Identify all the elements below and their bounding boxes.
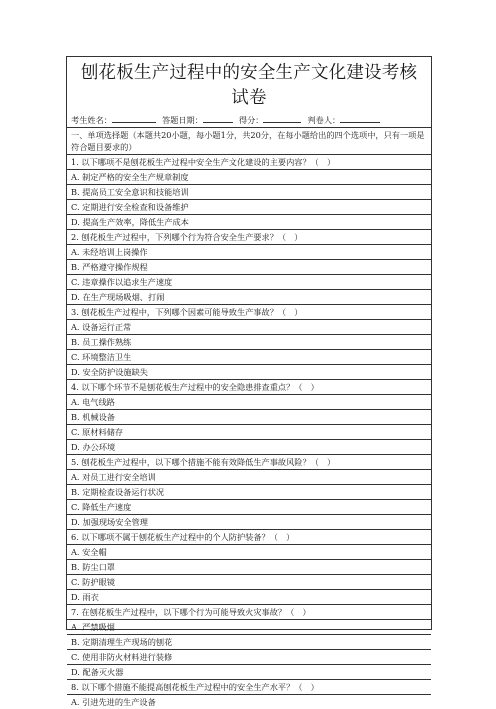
question-4: 4. 以下哪个环节不是刨花板生产过程中的安全隐患排查重点？（ ） xyxy=(67,379,431,394)
option-5b: B. 定期检查设备运行状况 xyxy=(67,484,431,499)
grader-label: 判卷人： xyxy=(307,115,341,125)
option-2a: A. 未经培训上岗操作 xyxy=(67,244,431,259)
option-2d: D. 在生产现场吸烟、打闹 xyxy=(67,289,431,304)
option-2c: C. 违章操作以追求生产速度 xyxy=(67,274,431,289)
option-5d: D. 加强现场安全管理 xyxy=(67,514,431,529)
option-4d: D. 办公环境 xyxy=(67,439,431,454)
question-5: 5. 刨花板生产过程中，以下哪个措施不能有效降低生产事故风险？（ ） xyxy=(67,454,431,469)
score-label: 得分： xyxy=(238,115,264,125)
option-4b: B. 机械设备 xyxy=(67,409,431,424)
question-1: 1. 以下哪项不是刨花板生产过程中安全生产文化建设的主要内容？（ ） xyxy=(67,154,431,169)
option-1c: C. 定期进行安全检查和设备维护 xyxy=(67,199,431,214)
option-3a: A. 设备运行正常 xyxy=(67,319,431,334)
option-1b: B. 提高员工安全意识和技能培训 xyxy=(67,184,431,199)
option-6d: D. 雨衣 xyxy=(67,589,431,604)
option-3c: C. 环境整洁卫生 xyxy=(67,349,431,364)
question-2: 2. 刨花板生产过程中，下列哪个行为符合安全生产要求？（ ） xyxy=(67,229,431,244)
date-label: 答题日期： xyxy=(161,115,203,125)
score-blank xyxy=(263,113,301,123)
exam-title: 刨花板生产过程中的安全生产文化建设考核试卷 xyxy=(80,63,418,108)
section-instructions: 一、单项选择题（本题共20小题，每小题1分，共20分，在每小题给出的四个选项中，只有一项是符合题目要求的） xyxy=(67,127,431,154)
option-7a: A. 严禁吸烟 xyxy=(67,619,431,634)
option-1a: A. 制定严格的安全生产规章制度 xyxy=(67,169,431,184)
option-6c: C. 防护眼镜 xyxy=(67,574,431,589)
option-4c: C. 原材料储存 xyxy=(67,424,431,439)
exam-info-row xyxy=(67,111,431,127)
option-5c: C. 降低生产速度 xyxy=(67,499,431,514)
option-6a: A. 安全帽 xyxy=(67,544,431,559)
question-7: 7. 在刨花板生产过程中，以下哪个行为可能导致火灾事故？（ ） xyxy=(67,604,431,619)
option-5a: A. 对员工进行安全培训 xyxy=(67,469,431,484)
name-blank xyxy=(112,113,156,123)
option-3d: D. 安全防护设施缺失 xyxy=(67,364,431,379)
option-2b: B. 严格遵守操作规程 xyxy=(67,259,431,274)
option-1d: D. 提高生产效率，降低生产成本 xyxy=(67,214,431,229)
question-6: 6. 以下哪项不属于刨花板生产过程中的个人防护装备？（ ） xyxy=(67,529,431,544)
question-8: 8. 以下哪个措施不能提高刨花板生产过程中的安全生产水平？（ ） xyxy=(67,679,431,694)
option-7b: B. 定期清理生产现场的刨花 xyxy=(67,634,431,649)
date-blank xyxy=(203,113,233,123)
option-3b: B. 员工操作熟练 xyxy=(67,334,431,349)
name-label: 考生姓名： xyxy=(71,115,112,125)
option-7d: D. 配备灭火器 xyxy=(67,664,431,679)
grader-blank xyxy=(340,113,380,123)
question-3: 3. 刨花板生产过程中，下列哪个因素可能导致生产事故？（ ） xyxy=(67,304,431,319)
exam-sheet xyxy=(66,56,432,707)
option-6b: B. 防尘口罩 xyxy=(67,559,431,574)
option-7c: C. 使用非防火材料进行装修 xyxy=(67,649,431,664)
option-8a: A. 引进先进的生产设备 xyxy=(67,694,431,709)
option-4a: A. 电气线路 xyxy=(67,394,431,409)
